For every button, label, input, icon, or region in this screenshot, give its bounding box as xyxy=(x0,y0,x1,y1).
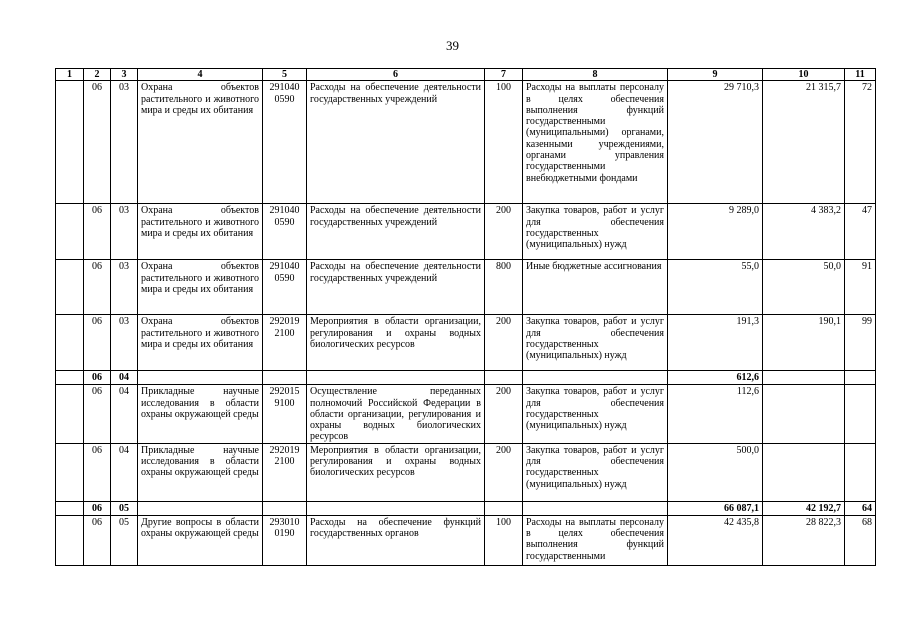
cell-col2-section: 06 xyxy=(84,371,111,385)
cell-col3-subsection: 05 xyxy=(111,501,138,515)
cell-col1 xyxy=(56,315,84,371)
cell-col11-percent xyxy=(845,371,876,385)
cell-col7-expense-type: 100 xyxy=(485,515,523,565)
cell-col3-subsection: 04 xyxy=(111,371,138,385)
cell-col2-section: 06 xyxy=(84,81,111,204)
cell-col6-purpose: Мероприятия в области организации, регулирования и охраны водных биологических ресурсов xyxy=(307,443,485,501)
cell-col9-planned: 55,0 xyxy=(668,260,763,315)
cell-col4-name: Прикладные научные исследования в области охраны окружающей среды xyxy=(138,385,263,443)
page-number: 39 xyxy=(446,38,459,53)
cell-col9-planned: 500,0 xyxy=(668,443,763,501)
cell-col5-target-item xyxy=(263,371,307,385)
cell-col11-percent xyxy=(845,385,876,443)
cell-col2-section: 06 xyxy=(84,315,111,371)
cell-col10-executed xyxy=(763,371,845,385)
cell-col4-name: Охрана объектов растительного и животного мира и среды их обитания xyxy=(138,260,263,315)
cell-col1 xyxy=(56,371,84,385)
cell-col6-purpose: Мероприятия в области организации, регулирования и охраны водных биологических ресурсов xyxy=(307,315,485,371)
cell-col2-section: 06 xyxy=(84,260,111,315)
budget-table xyxy=(55,68,876,566)
cell-col1 xyxy=(56,260,84,315)
cell-col4-name: Охрана объектов растительного и животного мира и среды их обитания xyxy=(138,204,263,260)
cell-col9-planned: 66 087,1 xyxy=(668,501,763,515)
column-header-11: 11 xyxy=(845,69,876,81)
cell-col11-percent: 64 xyxy=(845,501,876,515)
cell-col8-expense-name: Закупка товаров, работ и услуг для обеспечения государственных (муниципальных) нужд xyxy=(523,443,668,501)
cell-col7-expense-type: 200 xyxy=(485,443,523,501)
cell-col11-percent xyxy=(845,443,876,501)
cell-col7-expense-type xyxy=(485,501,523,515)
cell-col5-target-item: 291040 0590 xyxy=(263,81,307,204)
cell-col5-target-item: 292015 9100 xyxy=(263,385,307,443)
cell-col6-purpose: Осуществление переданных полномочий Российской Федерации в области организации, регулирования и охраны водных биологических ресурсов xyxy=(307,385,485,443)
cell-col10-executed xyxy=(763,385,845,443)
cell-col10-executed: 190,1 xyxy=(763,315,845,371)
cell-col4-name xyxy=(138,501,263,515)
cell-col8-expense-name: Закупка товаров, работ и услуг для обеспечения государственных (муниципальных) нужд xyxy=(523,385,668,443)
cell-col3-subsection: 03 xyxy=(111,81,138,204)
cell-col8-expense-name xyxy=(523,501,668,515)
cell-col7-expense-type: 200 xyxy=(485,204,523,260)
cell-col8-expense-name: Закупка товаров, работ и услуг для обеспечения государственных (муниципальных) нужд xyxy=(523,315,668,371)
cell-col3-subsection: 04 xyxy=(111,443,138,501)
cell-col4-name: Охрана объектов растительного и животного мира и среды их обитания xyxy=(138,315,263,371)
column-header-7: 7 xyxy=(485,69,523,81)
column-header-4: 4 xyxy=(138,69,263,81)
cell-col6-purpose: Расходы на обеспечение деятельности государственных учреждений xyxy=(307,204,485,260)
cell-col2-section: 06 xyxy=(84,501,111,515)
cell-col10-executed: 50,0 xyxy=(763,260,845,315)
cell-col3-subsection: 04 xyxy=(111,385,138,443)
cell-col10-executed: 21 315,7 xyxy=(763,81,845,204)
table-row xyxy=(56,385,876,443)
cell-col11-percent: 99 xyxy=(845,315,876,371)
cell-col1 xyxy=(56,81,84,204)
cell-col5-target-item: 292019 2100 xyxy=(263,315,307,371)
cell-col6-purpose: Расходы на обеспечение деятельности государственных учреждений xyxy=(307,81,485,204)
table-row xyxy=(56,81,876,204)
column-header-2: 2 xyxy=(84,69,111,81)
cell-col10-executed xyxy=(763,443,845,501)
cell-col2-section: 06 xyxy=(84,204,111,260)
cell-col2-section: 06 xyxy=(84,515,111,565)
cell-col10-executed: 28 822,3 xyxy=(763,515,845,565)
cell-col3-subsection: 03 xyxy=(111,260,138,315)
subtotal-row xyxy=(56,371,876,385)
cell-col5-target-item: 292019 2100 xyxy=(263,443,307,501)
cell-col1 xyxy=(56,385,84,443)
column-header-6: 6 xyxy=(307,69,485,81)
table-row xyxy=(56,260,876,315)
cell-col1 xyxy=(56,443,84,501)
cell-col1 xyxy=(56,515,84,565)
column-header-3: 3 xyxy=(111,69,138,81)
cell-col11-percent: 72 xyxy=(845,81,876,204)
column-header-9: 9 xyxy=(668,69,763,81)
cell-col5-target-item xyxy=(263,501,307,515)
cell-col9-planned: 42 435,8 xyxy=(668,515,763,565)
cell-col1 xyxy=(56,204,84,260)
cell-col8-expense-name: Расходы на выплаты персоналу в целях обеспечения выполнения функций государственными (муниципальными) органами, казенными учреждениями, органами управления государственными внебюджетными фондами xyxy=(523,81,668,204)
cell-col2-section: 06 xyxy=(84,443,111,501)
cell-col9-planned: 112,6 xyxy=(668,385,763,443)
column-header-10: 10 xyxy=(763,69,845,81)
cell-col7-expense-type: 200 xyxy=(485,315,523,371)
table-row xyxy=(56,443,876,501)
cell-col6-purpose xyxy=(307,371,485,385)
cell-col7-expense-type xyxy=(485,371,523,385)
cell-col4-name: Другие вопросы в области охраны окружающей среды xyxy=(138,515,263,565)
cell-col9-planned: 612,6 xyxy=(668,371,763,385)
cell-col8-expense-name xyxy=(523,371,668,385)
cell-col5-target-item: 293010 0190 xyxy=(263,515,307,565)
cell-col10-executed: 42 192,7 xyxy=(763,501,845,515)
cell-col7-expense-type: 800 xyxy=(485,260,523,315)
table-row xyxy=(56,315,876,371)
cell-col3-subsection: 05 xyxy=(111,515,138,565)
cell-col2-section: 06 xyxy=(84,385,111,443)
cell-col9-planned: 29 710,3 xyxy=(668,81,763,204)
subtotal-row xyxy=(56,501,876,515)
column-header-5: 5 xyxy=(263,69,307,81)
header-row xyxy=(56,69,876,81)
cell-col9-planned: 9 289,0 xyxy=(668,204,763,260)
cell-col8-expense-name: Расходы на выплаты персоналу в целях обеспечения выполнения функций государственными xyxy=(523,515,668,565)
cell-col11-percent: 68 xyxy=(845,515,876,565)
cell-col5-target-item: 291040 0590 xyxy=(263,204,307,260)
cell-col7-expense-type: 100 xyxy=(485,81,523,204)
cell-col11-percent: 47 xyxy=(845,204,876,260)
cell-col6-purpose: Расходы на обеспечение функций государственных органов xyxy=(307,515,485,565)
cell-col6-purpose xyxy=(307,501,485,515)
cell-col4-name: Прикладные научные исследования в области охраны окружающей среды xyxy=(138,443,263,501)
cell-col8-expense-name: Закупка товаров, работ и услуг для обеспечения государственных (муниципальных) нужд xyxy=(523,204,668,260)
column-header-1: 1 xyxy=(56,69,84,81)
cell-col4-name: Охрана объектов растительного и животного мира и среды их обитания xyxy=(138,81,263,204)
cell-col4-name xyxy=(138,371,263,385)
cell-col5-target-item: 291040 0590 xyxy=(263,260,307,315)
cell-col3-subsection: 03 xyxy=(111,315,138,371)
table-row xyxy=(56,204,876,260)
cell-col1 xyxy=(56,501,84,515)
cell-col3-subsection: 03 xyxy=(111,204,138,260)
cell-col9-planned: 191,3 xyxy=(668,315,763,371)
cell-col7-expense-type: 200 xyxy=(485,385,523,443)
cell-col11-percent: 91 xyxy=(845,260,876,315)
column-header-8: 8 xyxy=(523,69,668,81)
cell-col8-expense-name: Иные бюджетные ассигнования xyxy=(523,260,668,315)
cell-col10-executed: 4 383,2 xyxy=(763,204,845,260)
cell-col6-purpose: Расходы на обеспечение деятельности государственных учреждений xyxy=(307,260,485,315)
table-row xyxy=(56,515,876,565)
